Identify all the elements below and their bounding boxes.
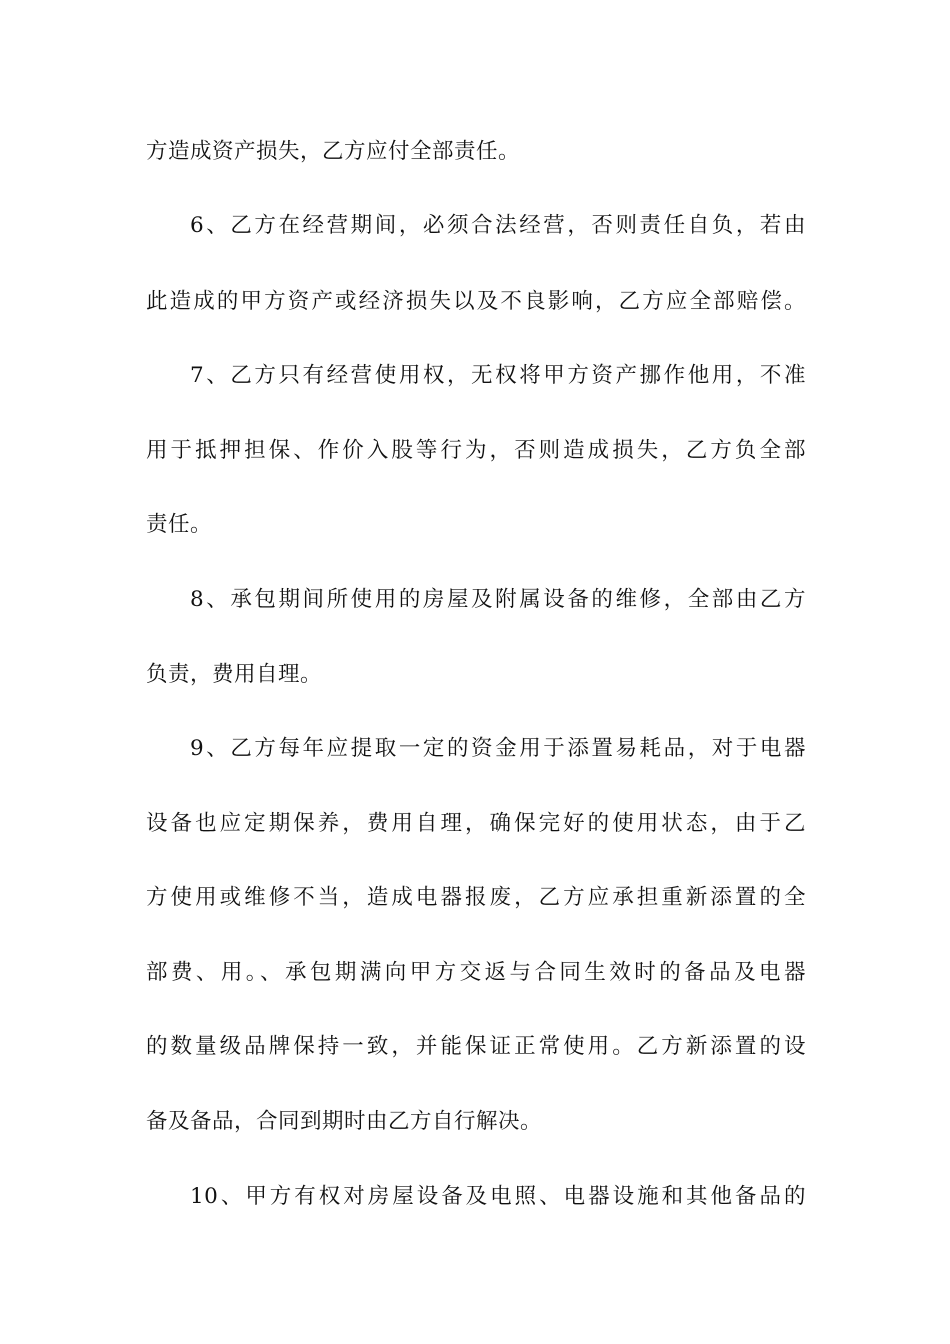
paragraph-9-line-4: 部费、用。、承包期满向甲方交返与合同生效时的备品及电器: [146, 960, 806, 985]
paragraph-6-line-1: 6、乙方在经营期间，必须合法经营，否则责任自负，若由: [190, 213, 806, 238]
paragraph-8-line-1: 8、承包期间所使用的房屋及附属设备的维修，全部由乙方: [190, 587, 806, 612]
paragraph-7-line-1: 7、乙方只有经营使用权，无权将甲方资产挪作他用，不准: [190, 363, 806, 388]
text-line: 方造成资产损失，乙方应付全部责任。: [146, 139, 521, 164]
paragraph-9-line-5: 的数量级品牌保持一致，并能保证正常使用。乙方新添置的设: [146, 1034, 806, 1059]
paragraph-9-line-1: 9、乙方每年应提取一定的资金用于添置易耗品，对于电器: [190, 736, 806, 761]
paragraph-6-line-2: 此造成的甲方资产或经济损失以及不良影响，乙方应全部赔偿。: [146, 289, 806, 314]
paragraph-7-line-3: 责任。: [146, 512, 213, 537]
paragraph-10-line-1: 10、甲方有权对房屋设备及电照、电器设施和其他备品的: [190, 1184, 806, 1209]
paragraph-9-line-3: 方使用或维修不当，造成电器报废，乙方应承担重新添置的全: [146, 885, 806, 910]
paragraph-8-line-2: 负责，费用自理。: [146, 662, 323, 687]
paragraph-9-line-2: 设备也应定期保养，费用自理，确保完好的使用状态，由于乙: [146, 811, 806, 836]
paragraph-9-line-6: 备及备品，合同到期时由乙方自行解决。: [146, 1109, 543, 1134]
paragraph-7-line-2: 用于抵押担保、作价入股等行为，否则造成损失，乙方负全部: [146, 438, 806, 463]
